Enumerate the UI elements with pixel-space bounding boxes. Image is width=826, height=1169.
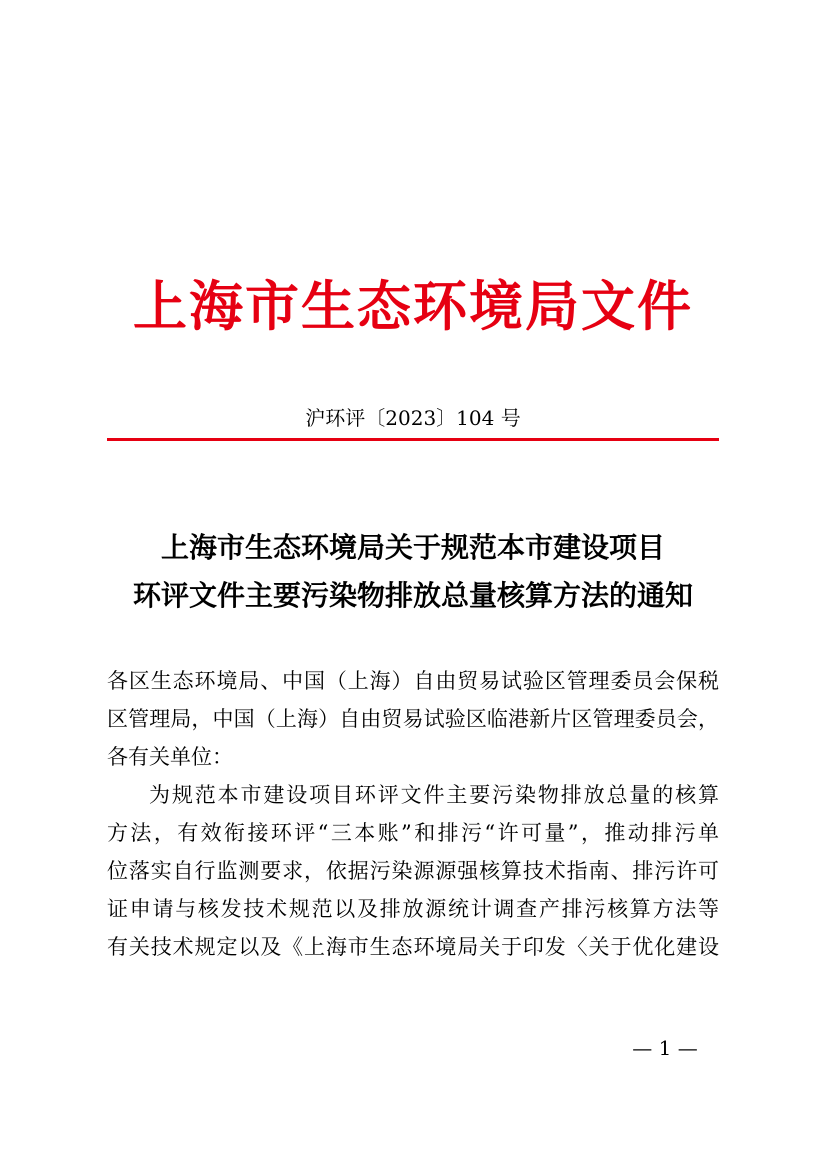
paragraph-line: 有关技术规定以及《上海市生态环境局关于印发〈关于优化建设	[107, 935, 719, 959]
document-masthead: 上海市生态环境局文件	[133, 274, 693, 338]
document-title-line-1: 上海市生态环境局关于规范本市建设项目	[160, 531, 665, 564]
addressee-line: 各有关单位：	[107, 745, 233, 769]
paragraph-line: 为规范本市建设项目环评文件主要污染物排放总量的核算	[149, 783, 719, 807]
addressee-line: 区管理局，中国（上海）自由贸易试验区临港新片区管理委员会，	[107, 707, 719, 731]
document-title	[0, 524, 826, 620]
document-body	[107, 662, 719, 966]
page-number: — 1 —	[632, 1036, 698, 1060]
addressee-line: 各区生态环境局、中国（上海）自由贸易试验区管理委员会保税	[107, 669, 719, 693]
paragraph-line: 位落实自行监测要求，依据污染源源强核算技术指南、排污许可	[107, 859, 719, 883]
paragraph-line: 证申请与核发技术规范以及排放源统计调查产排污核算方法等	[107, 897, 719, 921]
document-title-line-2: 环评文件主要污染物排放总量核算方法的通知	[132, 579, 693, 612]
document-number: 沪环评〔2023〕104 号	[305, 406, 521, 430]
red-divider-line	[107, 438, 719, 441]
paragraph-line: 方法，有效衔接环评“三本账”和排污“许可量”，推动排污单	[107, 821, 719, 845]
